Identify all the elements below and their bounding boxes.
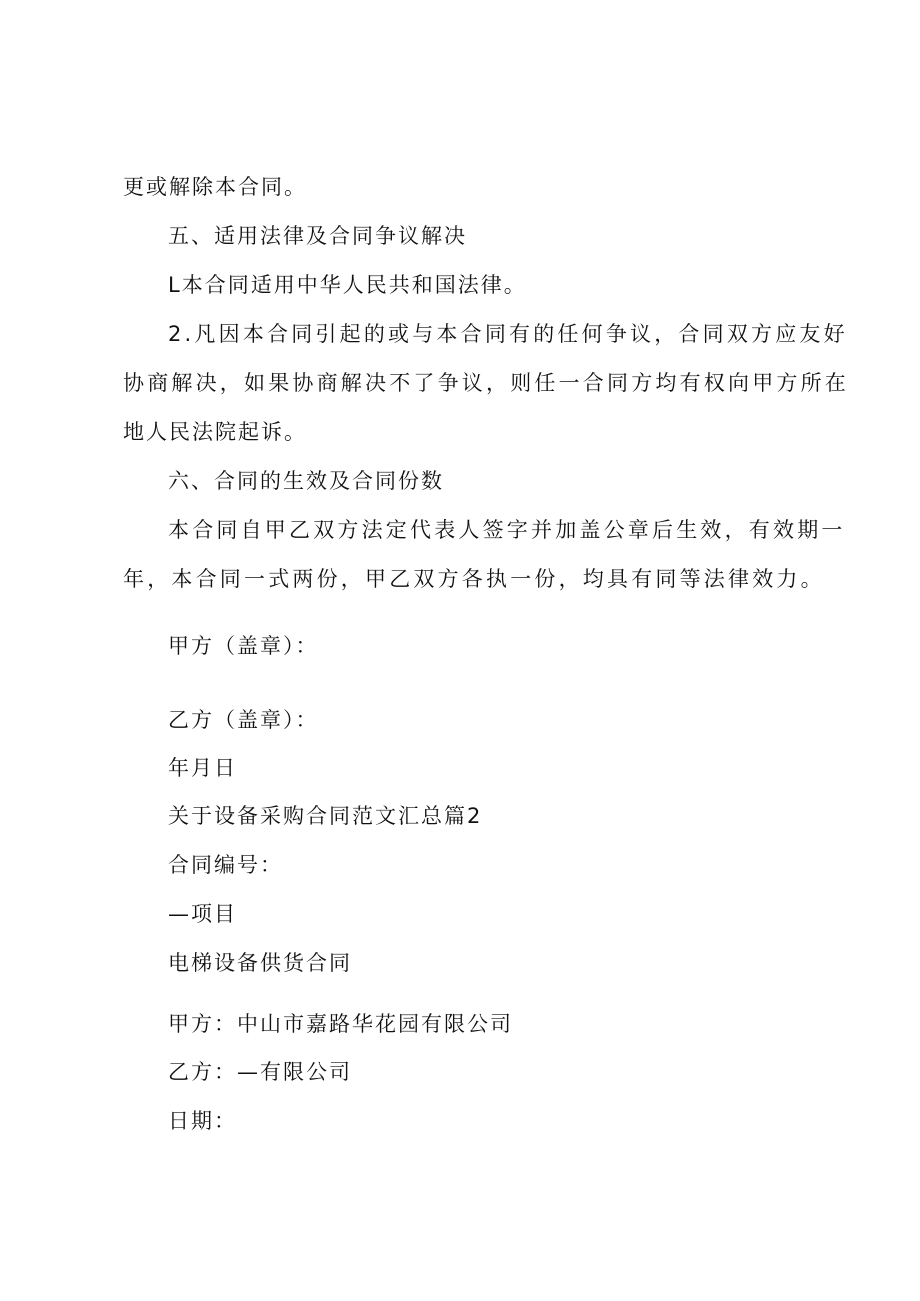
contract-number-label: 合同编号： [168, 853, 283, 877]
party-b-name: 乙方：—有限公司 [168, 1060, 352, 1084]
project-label: —项目 [168, 902, 237, 926]
party-a-name: 甲方：中山市嘉路华花园有限公司 [168, 1012, 513, 1036]
date-field-label: 日期： [168, 1109, 237, 1133]
section-heading-5: 五、适用法律及合同争议解决 [168, 224, 467, 248]
clause-5-1: L本合同适用中华人民共和国法律。 [168, 273, 527, 297]
section-heading-6: 六、合同的生效及合同份数 [168, 469, 444, 493]
section-6-line-2: 年，本合同一式两份，甲乙双方各执一份，均具有同等法律效力。 [123, 567, 825, 591]
clause-5-2-line-3: 地人民法院起诉。 [123, 420, 307, 444]
section-6-line-1: 本合同自甲乙双方法定代表人签字并加盖公章后生效，有效期一 [168, 518, 846, 542]
article-title: 关于设备采购合同范文汇总篇2 [168, 804, 483, 828]
paragraph-continuation: 更或解除本合同。 [123, 175, 307, 199]
clause-5-2-line-1: 2.凡因本合同引起的或与本合同有的任何争议，合同双方应友好 [168, 322, 848, 346]
party-b-seal-label: 乙方（盖章）： [168, 708, 319, 732]
date-label: 年月日 [168, 756, 237, 780]
clause-5-2-line-2: 协商解决，如果协商解决不了争议，则任一合同方均有权向甲方所在 [123, 371, 849, 395]
contract-title: 电梯设备供货合同 [168, 951, 352, 975]
party-a-seal-label: 甲方（盖章）： [168, 634, 319, 658]
